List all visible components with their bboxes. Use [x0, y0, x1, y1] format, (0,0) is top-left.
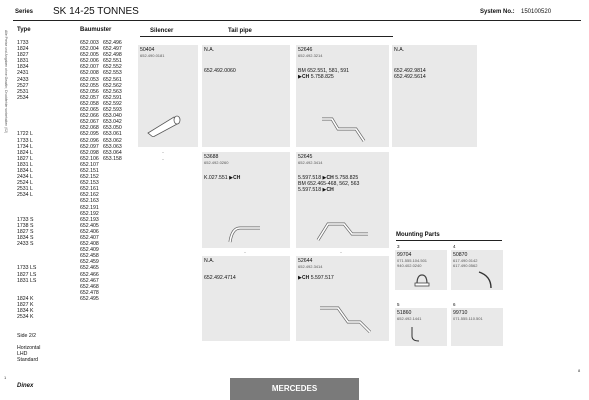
- side-info-line: LHD: [17, 351, 28, 358]
- baumuster-item: 652.408: [80, 241, 99, 248]
- baumuster-item: 652.193: [80, 216, 99, 223]
- ref-line-3: 5.597.518 ▶CH: [298, 187, 334, 193]
- silencer-box: [138, 45, 198, 147]
- baumuster-item: 652.497: [103, 46, 122, 53]
- type-item: 2531: [17, 88, 29, 95]
- baumuster-item: 652.097: [80, 143, 99, 150]
- type-item: 2531 L: [17, 186, 33, 193]
- clamp-image: [413, 272, 431, 288]
- baumuster-item: 652.551: [103, 58, 122, 65]
- mounting-item: [451, 250, 503, 290]
- baumuster-item: 652.192: [80, 210, 99, 217]
- baumuster-item: 653.061: [103, 131, 122, 138]
- brand-footer: [230, 378, 359, 400]
- tailpipe-box-5: [296, 152, 389, 248]
- baumuster-item: 652.096: [80, 137, 99, 144]
- baumuster-item: 652.003: [80, 40, 99, 46]
- baumuster-item: 652.066: [80, 113, 99, 120]
- baumuster-item: 652.468: [80, 283, 99, 290]
- baumuster-item: 652.478: [80, 289, 99, 296]
- type-item: 2524 L: [17, 180, 33, 187]
- baumuster-item: 652.498: [103, 52, 122, 59]
- mount-ref-2: 617.490.0562: [453, 263, 478, 268]
- part-number: 99704: [397, 252, 412, 258]
- mounting-item: [395, 250, 447, 290]
- baumuster-item: 652.162: [80, 192, 99, 199]
- baumuster-item: 652.561: [103, 76, 122, 83]
- type-item: 1834: [17, 64, 29, 71]
- baumuster-item: 653.063: [103, 143, 122, 150]
- type-item: 1824 L: [17, 149, 33, 156]
- page-mark-left: 1: [4, 375, 7, 380]
- type-item: 1733 L: [17, 137, 33, 144]
- system-label: System No.:: [480, 9, 515, 15]
- baumuster-item: 653.050: [103, 125, 122, 132]
- mount-index: 4: [453, 244, 456, 249]
- type-item: 2534 L: [17, 192, 33, 199]
- baumuster-item: 652.496: [103, 40, 122, 46]
- brand-label: MERCEDES: [271, 384, 318, 393]
- baumuster-item: 652.593: [103, 107, 122, 114]
- type-item: 1831: [17, 58, 29, 65]
- side-info: [17, 333, 40, 363]
- part-number: N.A.: [204, 47, 215, 53]
- ref-line-1: 652.492.9814: [394, 68, 426, 74]
- type-item: 1827 S: [17, 228, 34, 235]
- baumuster-item: 652.095: [80, 131, 99, 138]
- page-title: SK 14-25 TONNES: [53, 6, 139, 17]
- baumuster-item: 652.407: [80, 235, 99, 241]
- ref-line-2: BM 652.465-468, 562, 563: [298, 181, 360, 187]
- part-number: 53688: [204, 154, 219, 160]
- baumuster-item: 652.098: [80, 149, 99, 156]
- side-info-line: Standard: [17, 357, 39, 364]
- mount-ref-2: 940.402.0240: [397, 263, 422, 268]
- baumuster-item: 652.495: [80, 295, 99, 302]
- part-number: 50870: [453, 252, 468, 258]
- mount-index: 3: [397, 244, 400, 249]
- baumuster-item: 653.064: [103, 149, 122, 156]
- header-rule: [13, 20, 581, 21]
- ref-number: 652.492.0060: [204, 68, 236, 74]
- tailpipe-box-7: [296, 256, 389, 341]
- baumuster-item: 652.005: [80, 52, 99, 59]
- mount-ref-1: 652.492.1441: [397, 316, 422, 321]
- part-number: N.A.: [204, 258, 215, 264]
- part-number: 50404: [140, 47, 155, 53]
- tailpipe-box-3: [392, 45, 477, 147]
- part-sub: 652.492.3414: [298, 264, 323, 269]
- part-sub: 652.492.3414: [298, 160, 323, 165]
- type-item: 1827 K: [17, 302, 34, 309]
- type-item: 2434 L: [17, 174, 33, 181]
- baumuster-header: Baumuster: [80, 27, 112, 33]
- tailpipe-image: [226, 222, 266, 246]
- tailpipe-box-1: [202, 45, 290, 147]
- baumuster-item: 652.068: [80, 125, 99, 132]
- part-sub: 652.492.0260: [204, 160, 229, 165]
- tailpipe-image: [318, 115, 368, 145]
- silencer-header: Silencer: [150, 28, 174, 34]
- baumuster-item: 653.158: [103, 155, 122, 162]
- baumuster-item: 652.563: [103, 88, 122, 95]
- mount-index: 5: [397, 302, 400, 307]
- baumuster-item: 653.042: [103, 119, 122, 126]
- tailpipe-image: [314, 216, 372, 246]
- silencer-image: [144, 109, 184, 137]
- part-sub: 652.492.3214: [298, 53, 323, 58]
- baumuster-item: 652.006: [80, 58, 99, 65]
- baumuster-item: 652.065: [80, 107, 99, 114]
- part-number: 51860: [397, 310, 412, 316]
- baumuster-item: 652.008: [80, 70, 99, 77]
- baumuster-item: 652.466: [80, 271, 99, 278]
- tailpipe-box-2: [296, 45, 389, 147]
- mount-index: 6: [453, 302, 456, 307]
- side-info-line: Side 2/2: [17, 333, 37, 339]
- type-item: 2534: [17, 94, 29, 101]
- baumuster-item: 652.553: [103, 70, 122, 77]
- baumuster-item: 652.055: [80, 82, 99, 89]
- baumuster-item: 652.465: [80, 265, 99, 272]
- baumuster-item: 652.161: [80, 186, 99, 193]
- tailpipe-image: [316, 302, 376, 336]
- type-item: 1834 K: [17, 308, 34, 315]
- system-number: 150100520: [521, 9, 552, 15]
- ref-line-1: 5.597.518 ▶CH 5.758.825: [298, 175, 359, 181]
- baumuster-item: 652.406: [80, 228, 99, 235]
- type-item: 1738 S: [17, 222, 34, 229]
- mounting-underline: [396, 240, 502, 241]
- mount-ref-1: 617.490.0142: [453, 258, 478, 263]
- part-number: 52644: [298, 258, 313, 264]
- baumuster-item: 652.153: [80, 180, 99, 187]
- header-underline: [140, 36, 393, 37]
- mount-ref-1: 071.555.110.501: [453, 316, 483, 321]
- baumuster-item: 652.053: [80, 76, 99, 83]
- ref-line-1: K.027.551 ▶CH: [204, 175, 241, 181]
- baumuster-item: 652.106: [80, 155, 99, 162]
- row-divider-dots: · ·: [162, 150, 164, 163]
- type-item: 1831 LS: [17, 277, 37, 284]
- type-item: 1827: [17, 52, 29, 59]
- part-sub: 652.490.0181: [140, 53, 165, 58]
- baumuster-item: 652.405: [80, 222, 99, 229]
- mount-ref-1: 071.555.104.501: [397, 258, 428, 263]
- type-item: 1722 L: [17, 131, 33, 138]
- ref-line-2: 652.492.5614: [394, 74, 426, 80]
- baumuster-item: 652.591: [103, 94, 122, 101]
- mounting-item: [451, 308, 503, 346]
- tailpipe-box-4: [202, 152, 290, 248]
- row-divider-dots: ·: [340, 250, 342, 256]
- baumuster-item: 652.004: [80, 46, 99, 53]
- part-number: 52646: [298, 47, 313, 53]
- baumuster-item: 652.562: [103, 82, 122, 89]
- part-number: 52645: [298, 154, 313, 160]
- type-item: 1733 LS: [17, 265, 37, 272]
- ref-number: 652.492.4714: [204, 275, 236, 281]
- baumuster-item: 652.163: [80, 198, 99, 205]
- ref-line-2: ▶CH 5.758.825: [298, 74, 334, 80]
- side-disclaimer: Alle Preise und Angaben ohne Gewähr, Druckfehler vorbehalten (02): [4, 30, 8, 134]
- tailpipe-header: Tail pipe: [228, 28, 252, 34]
- type-item: 1827 LS: [17, 271, 37, 278]
- part-number: N.A.: [394, 47, 405, 53]
- type-list: [17, 40, 36, 320]
- type-item: 1827 L: [17, 155, 33, 162]
- baumuster-item: 652.459: [80, 259, 99, 266]
- mounting-title: Mounting Parts: [396, 232, 440, 238]
- type-header: Type: [17, 27, 31, 33]
- hanger-image: [407, 324, 427, 344]
- baumuster-item: 652.067: [80, 119, 99, 126]
- row-divider-dots: ·: [244, 250, 246, 256]
- baumuster-item: 652.467: [80, 277, 99, 284]
- baumuster-item: 653.040: [103, 113, 122, 120]
- baumuster-item: 652.107: [80, 161, 99, 168]
- type-item: 1733 S: [17, 216, 34, 223]
- type-item: 2433 S: [17, 241, 34, 248]
- strap-image: [473, 268, 497, 290]
- ref-line-1: ▶CH 5.597.517: [298, 275, 334, 281]
- baumuster-item: 652.458: [80, 253, 99, 260]
- type-item: 2433: [17, 76, 29, 83]
- type-item: 2527: [17, 82, 29, 89]
- tailpipe-box-6: [202, 256, 290, 341]
- baumuster-item: 652.007: [80, 64, 99, 71]
- baumuster-list-1: [80, 40, 99, 302]
- type-item: 1834 L: [17, 167, 33, 174]
- baumuster-item: 652.552: [103, 64, 122, 71]
- baumuster-item: 652.409: [80, 247, 99, 254]
- side-info-line: Horizontal: [17, 345, 41, 352]
- type-item: 2431: [17, 70, 29, 77]
- type-item: 1824 K: [17, 295, 34, 302]
- part-number: 99710: [453, 310, 468, 316]
- baumuster-item: 653.062: [103, 137, 122, 144]
- baumuster-item: 652.152: [80, 174, 99, 181]
- type-item: 2534 K: [17, 314, 34, 321]
- baumuster-item: 652.191: [80, 204, 99, 211]
- baumuster-item: 652.058: [80, 100, 99, 107]
- baumuster-item: 652.151: [80, 167, 99, 174]
- mounting-item: [395, 308, 447, 346]
- type-item: 1734 L: [17, 143, 33, 150]
- type-item: 1831 L: [17, 161, 33, 168]
- baumuster-list-2: [103, 40, 122, 162]
- type-item: 1824: [17, 46, 29, 53]
- baumuster-item: 652.592: [103, 100, 122, 107]
- series-label: Series: [15, 9, 34, 15]
- page-mark-right: 8: [578, 368, 581, 373]
- type-item: 1834 S: [17, 235, 34, 241]
- baumuster-item: 652.056: [80, 88, 99, 95]
- header: [13, 6, 581, 20]
- dinex-logo: Dinex: [17, 383, 34, 389]
- ref-line-1: BM 652.551, 581, 591: [298, 68, 350, 74]
- baumuster-item: 652.057: [80, 94, 99, 101]
- type-item: 1733: [17, 40, 29, 46]
